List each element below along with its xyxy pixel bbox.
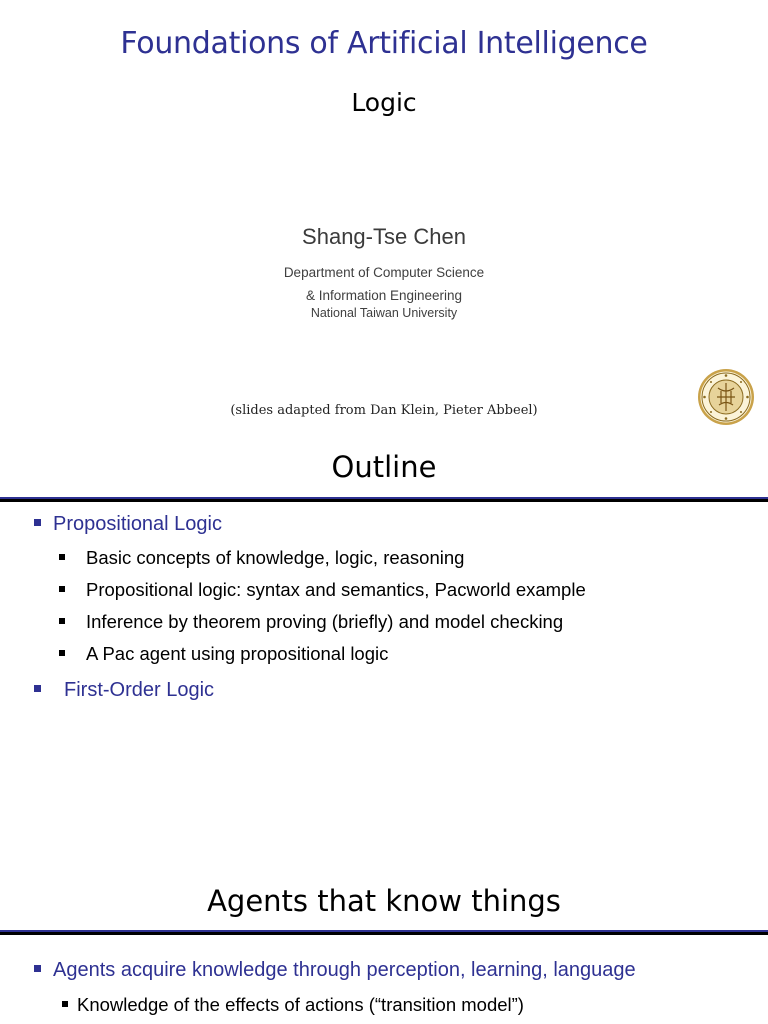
bullet-icon <box>34 685 41 692</box>
credit-note: (slides adapted from Dan Klein, Pieter Abbeel) <box>230 403 538 418</box>
sub-list-item-label: A Pac agent using propositional logic <box>86 643 389 664</box>
list-item-label: Propositional Logic <box>53 513 222 535</box>
list-item-label: First-Order Logic <box>64 679 215 701</box>
author-name: Shang-Tse Chen <box>302 224 466 249</box>
list-item <box>34 959 636 982</box>
bullet-icon <box>59 586 65 592</box>
bullet-icon <box>62 1001 68 1007</box>
university-seal-icon <box>697 368 755 426</box>
slide-title: Outline <box>331 450 437 484</box>
bullet-icon <box>59 554 65 560</box>
bullet-icon <box>59 650 65 656</box>
sub-list-item-label: Knowledge of the effects of actions (“transition model”) <box>77 994 524 1015</box>
affiliation-line: National Taiwan University <box>310 306 458 320</box>
list-item <box>34 513 222 536</box>
sub-list-item <box>59 643 388 665</box>
bullet-icon <box>34 519 41 526</box>
title-slide <box>0 0 768 440</box>
outline-slide <box>0 440 768 840</box>
sub-list-item <box>59 611 563 633</box>
title-divider <box>0 497 768 502</box>
sub-list-item-label: Propositional logic: syntax and semantics, Pacworld example <box>86 579 586 600</box>
list-item <box>34 679 214 702</box>
bullet-icon <box>34 965 41 972</box>
slide-title: Foundations of Artificial Intelligence <box>120 26 648 61</box>
slide-title: Agents that know things <box>207 884 561 918</box>
title-divider <box>0 930 768 935</box>
sub-list-item-label: Inference by theorem proving (briefly) and model checking <box>86 611 564 632</box>
slide-subtitle: Logic <box>351 88 417 117</box>
sub-list-item <box>62 994 524 1016</box>
agents-slide <box>0 870 768 1024</box>
affiliation-line: & Information Engineering <box>305 288 463 303</box>
affiliation-line: Department of Computer Science <box>283 265 485 280</box>
sub-list-item-label: Basic concepts of knowledge, logic, reasoning <box>86 547 465 568</box>
sub-list-item <box>59 579 586 601</box>
sub-list-item <box>59 547 464 569</box>
list-item-label: Agents acquire knowledge through perception, learning, language <box>53 959 636 981</box>
bullet-icon <box>59 618 65 624</box>
